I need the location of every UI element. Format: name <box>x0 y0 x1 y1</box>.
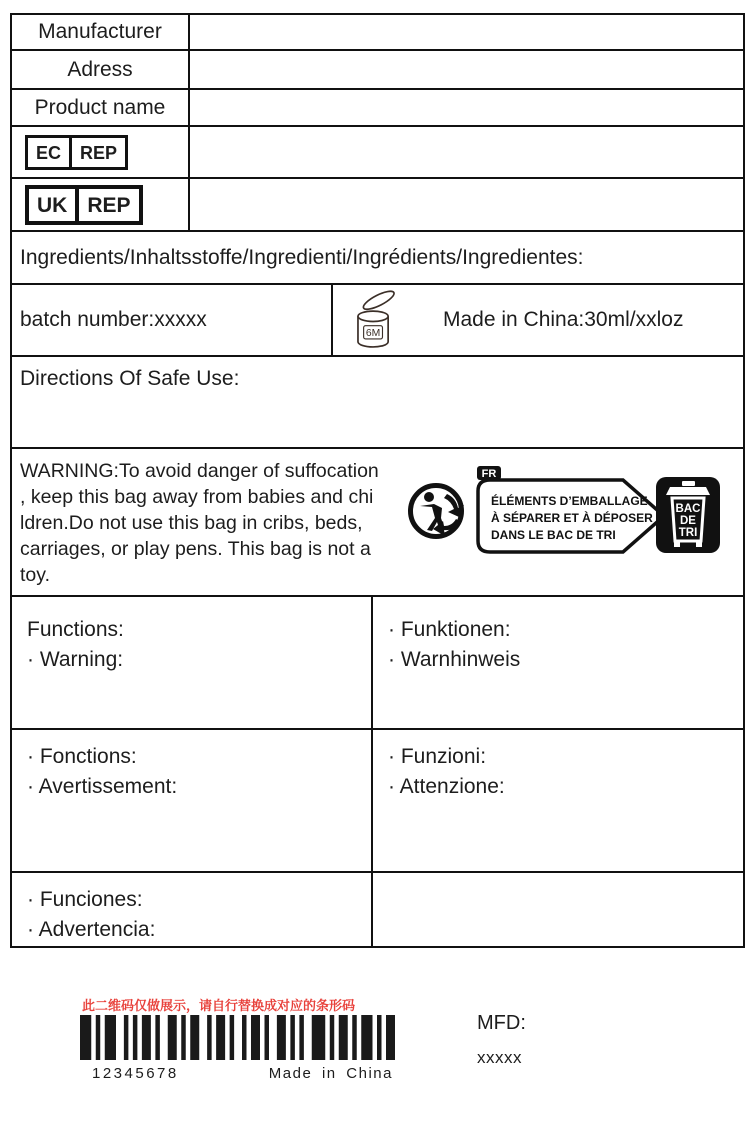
row-functions-fr-it <box>12 730 743 873</box>
fr-badge <box>477 466 501 480</box>
uk-rep-cell <box>12 179 190 230</box>
svg-text:FR: FR <box>481 468 497 480</box>
functions-it-cell: · Funzioni: · Attenzione: <box>388 745 505 798</box>
mfd-value: xxxxx <box>477 1048 522 1067</box>
svg-text:TRI: TRI <box>678 527 698 539</box>
functions-es-cell: · Funciones: · Advertencia: <box>12 873 373 946</box>
triman-infotri-sign <box>405 466 722 555</box>
uk-rep-prefix: UK <box>37 193 68 217</box>
warning-text: WARNING:To avoid danger of suffocation , keep this bag away from babies and chi ldren.Do not use this bag in cribs, beds, carriages, or play pens. This bag is not a toy. <box>20 460 379 586</box>
functions-de-cell: · Funktionen: · Warnhinweis <box>388 618 521 671</box>
barcode-value: 12345678 <box>92 1065 179 1082</box>
barcode-caption <box>80 1065 395 1082</box>
pao-jar-icon <box>349 288 399 359</box>
product-name-label: Product name <box>12 90 190 125</box>
ec-rep-cell <box>12 127 190 177</box>
address-value-cell <box>190 51 743 88</box>
row-functions-en-de <box>12 597 743 730</box>
svg-text:DANS LE BAC DE TRI: DANS LE BAC DE TRI <box>491 528 616 542</box>
uk-rep-value-cell <box>190 179 743 230</box>
barcode-made-in: Made in China <box>268 1065 393 1082</box>
row-uk-rep <box>12 179 743 232</box>
row-address <box>12 51 743 90</box>
ec-rep-icon <box>25 135 128 170</box>
mfd-label: MFD: <box>477 1012 526 1034</box>
row-manufacturer <box>12 15 743 51</box>
ingredients-label: Ingredients/Inhaltsstoffe/Ingredienti/Ingrédients/Ingredientes: <box>20 245 584 269</box>
svg-text:À SÉPARER ET À DÉPOSER: À SÉPARER ET À DÉPOSER <box>491 511 653 525</box>
uk-rep-icon <box>25 185 143 225</box>
warning-cell <box>12 449 743 595</box>
uk-rep-suffix: REP <box>75 189 138 221</box>
row-warning <box>12 449 743 597</box>
svg-text:DE: DE <box>680 515 696 527</box>
pao-duration: 6M <box>365 328 381 340</box>
directions-label: Directions Of Safe Use: <box>20 367 240 390</box>
barcode-placeholder-note: 此二维码仅做展示，请自行替换成对应的条形码 <box>82 998 356 1013</box>
ec-rep-prefix: EC <box>36 142 62 163</box>
row-functions-es <box>12 873 743 946</box>
triman-icon <box>411 486 465 537</box>
ec-rep-value-cell <box>190 127 743 177</box>
svg-text:ÉLÉMENTS D’EMBALLAGE: ÉLÉMENTS D’EMBALLAGE <box>491 494 648 508</box>
row-batch <box>12 285 743 357</box>
batch-number-label: batch number:xxxxx <box>12 285 333 355</box>
batch-right-cell <box>333 285 743 355</box>
row-ingredients <box>12 232 743 285</box>
made-in-label: Made in China:30ml/xxloz <box>443 308 684 331</box>
svg-text:BAC: BAC <box>675 503 701 515</box>
ec-rep-suffix: REP <box>69 138 125 167</box>
functions-en-cell: Functions: · Warning: <box>12 597 373 728</box>
row-directions <box>12 357 743 449</box>
barcode <box>80 1015 395 1060</box>
row-product-name <box>12 90 743 127</box>
product-name-value-cell <box>190 90 743 125</box>
functions-empty-cell <box>373 873 743 946</box>
barcode-block <box>80 1015 395 1082</box>
functions-fr-cell: · Fonctions: · Avertissement: <box>12 730 373 871</box>
mfd-block <box>477 1012 526 1068</box>
address-label: Adress <box>12 51 190 88</box>
manufacturer-label: Manufacturer <box>12 15 190 49</box>
row-ec-rep <box>12 127 743 179</box>
label-table <box>10 13 745 948</box>
manufacturer-value-cell <box>190 15 743 49</box>
